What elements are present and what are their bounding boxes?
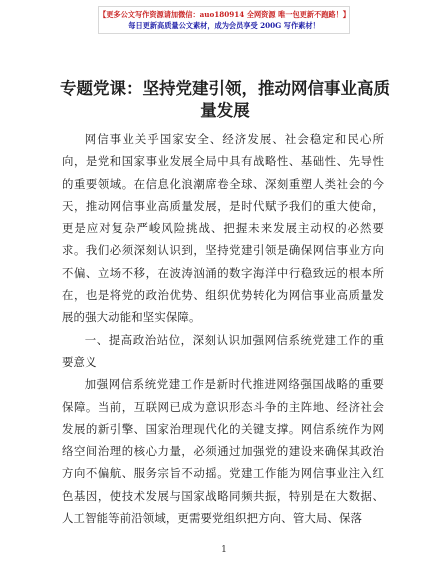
promo-header	[98, 6, 350, 34]
promo-header-line-1: 【更多公文写作资源请加微信：auo180914 全网资源 唯一包更新不跑路！】	[99, 10, 350, 19]
promo-header-line-2: 每日更新高质量公文素材，成为会员享受 200G 写作素材！	[128, 21, 320, 30]
paragraph-section-1: 加强网信系统党建工作是新时代推进网络强国战略的重要保障。当前，互联网已成为意识形态斗争的主阵地、经济社会发展的新引擎、国家治理现代化的关键支撑。网信系统作为网络空间治理的核心力量，必须通过加强党的建设来确保其政治方向不偏航、服务宗旨不动摇。党建工作能为网信事业注入红色基因，使技术发展与国家战略同频共振，特别是在大数据、人工智能等前沿领域，更需要党组织把方向、管大局、保落	[62, 377, 384, 526]
page-number: 1	[221, 545, 227, 555]
document-body	[62, 128, 384, 529]
document-title: 专题党课：坚持党建引领，推动网信事业高质量发展	[60, 79, 390, 120]
section-heading-1: 一、提高政治站位，深刻认识加强网信系统党建工作的重要意义	[62, 332, 384, 369]
paragraph-intro: 网信事业关乎国家安全、经济发展、社会稳定和民心所向，是党和国家事业发展全局中具有战略性、基础性、先导性的重要领域。在信息化浪潮席卷全球、深刻重塑人类社会的今天，推动网信事业高质量发展，是时代赋予我们的重大使命，更是应对复杂严峻风险挑战、把握未来发展主动权的必然要求。我们必须深刻认识到，坚持党建引领是确保网信事业方向不偏、立场不移，在波涛汹涌的数字海洋中行稳致远的根本所在，也是将党的政治优势、组织优势转化为网信事业高质量发展的强大动能和坚实保障。	[62, 132, 384, 325]
